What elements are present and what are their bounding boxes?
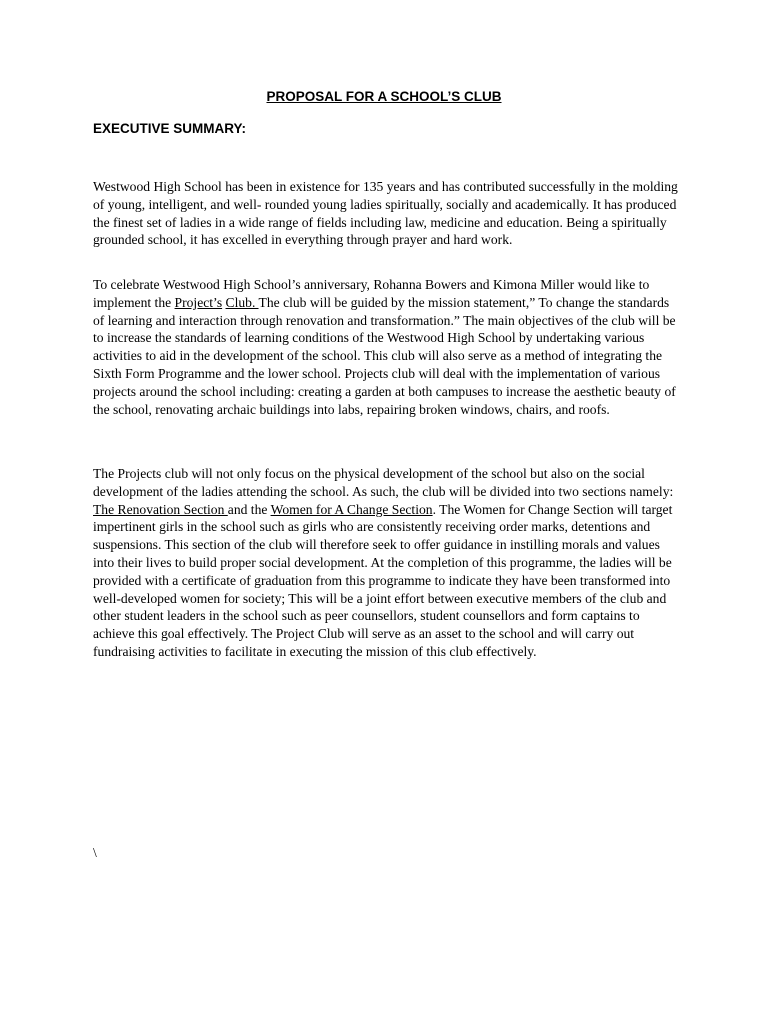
stray-backslash: \ xyxy=(93,845,97,860)
paragraph-1: Westwood High School has been in existence for 135 years and has contributed successfully in the molding of young, intelligent, and well- rounded young ladies spiritually, socially and academically. It has produced the finest set of ladies in a wide range of fields including law, medicine and education. Being a spiritually grounded school, it has excelled in everything through prayer and hard work. xyxy=(93,179,678,248)
paragraph-3-text-a: The Projects club will not only focus on the physical development of the school but also on the social development of the ladies attending the school. As such, the club will be divided into two sections namely: xyxy=(93,466,674,499)
paragraph-2 xyxy=(93,276,683,418)
paragraph-2-text-a: To celebrate Westwood High School’s anniversary, Rohanna Bowers and Kimona Miller would like to implement the xyxy=(93,277,650,310)
paragraph-3-text-c: . The Women for Change Section will target impertinent girls in the school such as girls who are consistently receiving order marks, detentions and suspensions. This section of the club will therefore seek to offer guidance in instilling morals and values into their lives to build proper social development. At the completion of this programme, the ladies will be provided with a certificate of graduation from this programme to indicate they have been transformed into well-developed women for society; This will be a joint effort between executive members of the club and other student leaders in the school such as peer counsellors, student counsellors and form captains to achieve this goal effectively. The Project Club will serve as an asset to the school and will carry out fundraising activities to facilitate in executing the mission of this club effectively. xyxy=(93,501,673,659)
paragraph-3-text-b: and the xyxy=(227,501,271,517)
renovation-section-underlined: The Renovation Section xyxy=(93,501,228,517)
projects-club-link-a: Project’s xyxy=(174,294,223,310)
section-heading: EXECUTIVE SUMMARY: xyxy=(93,121,247,136)
document-title xyxy=(0,88,768,106)
women-for-change-section-underlined: Women for A Change Section xyxy=(270,501,433,517)
projects-club-link-b: Club. xyxy=(225,294,259,310)
document-title-text: PROPOSAL FOR A SCHOOL’S CLUB xyxy=(266,89,502,104)
paragraph-2-text-b: The club will be guided by the mission statement,” To change the standards of learning and interaction through renovation and transformation.” The main objectives of the club will be to increase the standards of learning conditions of the Westwood High School by undertaking various activities to aid in the development of the school. This club will also serve as a method of integrating the Sixth Form Programme and the lower school. Projects club will deal with the implementation of various projects around the school including: creating a garden at both campuses to increase the aesthetic beauty of the school, renovating archaic buildings into labs, repairing broken windows, chairs, and roofs. xyxy=(93,294,676,417)
paragraph-3 xyxy=(93,465,683,661)
